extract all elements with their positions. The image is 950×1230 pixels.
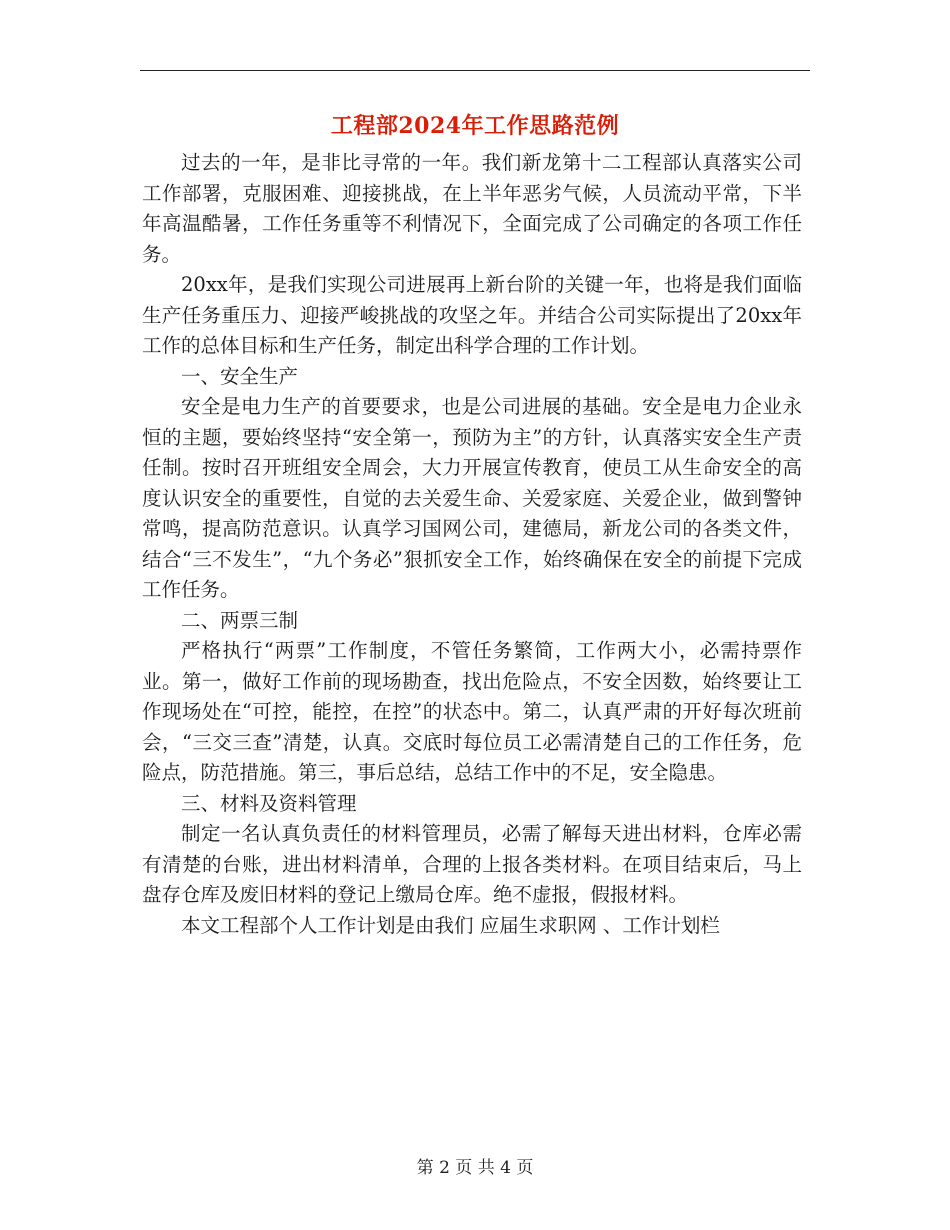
- paragraph: 严格执行“两票”工作制度，不管任务繁简，工作两大小，必需持票作业。第一，做好工作前的现场勘查，找出危险点，不安全因数，始终要让工作现场处在“可控，能控，在控”的状态中。第二，认真严肃的开好每次班前会，“三交三查”清楚，认真。交底时每位员工必需清楚自己的工作任务，危险点，防范措施。第三，事后总结，总结工作中的不足，安全隐患。: [142, 639, 802, 784]
- page-number: 第 2 页 共 4 页: [416, 1158, 534, 1178]
- section-heading: 三、材料及资料管理: [181, 791, 357, 815]
- section-heading: 二、两票三制: [181, 608, 299, 632]
- paragraph: 制定一名认真负责任的材料管理员，必需了解每天进出材料，仓库必需有清楚的台账，进出材料清单，合理的上报各类材料。在项目结束后，马上盘存仓库及废旧材料的登记上缴局仓库。绝不虚报，假报材料。: [142, 822, 802, 906]
- paragraph: 20xx年，是我们实现公司进展再上新台阶的关键一年，也将是我们面临生产任务重压力、迎接严峻挑战的攻坚之年。并结合公司实际提出了20xx年工作的总体目标和生产任务，制定出科学合理的工作计划。: [142, 273, 802, 357]
- paragraph: 安全是电力生产的首要要求，也是公司进展的基础。安全是电力企业永恒的主题，要始终坚持“安全第一，预防为主”的方针，认真落实安全生产责任制。按时召开班组安全周会，大力开展宣传教育，使员工从生命安全的高度认识安全的重要性，自觉的去关爱生命、关爱家庭、关爱企业，做到警钟常鸣，提高防范意识。认真学习国网公司，建德局，新龙公司的各类文件，结合“三不发生”，“九个务必”狠抓安全工作，始终确保在安全的前提下完成工作任务。: [142, 395, 802, 601]
- paragraph: 本文工程部个人工作计划是由我们 应届生求职网 、工作计划栏: [181, 913, 720, 937]
- paragraph: 过去的一年，是非比寻常的一年。我们新龙第十二工程部认真落实公司工作部署，克服困难、迎接挑战，在上半年恶劣气候，人员流动平常，下半年高温酷暑，工作任务重等不利情况下，全面完成了公司确定的各项工作任务。: [142, 151, 802, 266]
- document-title: 工程部2024年工作思路范例: [330, 113, 620, 139]
- section-heading: 一、安全生产: [181, 364, 299, 388]
- header-rule: [140, 70, 810, 71]
- document-body: [142, 148, 802, 941]
